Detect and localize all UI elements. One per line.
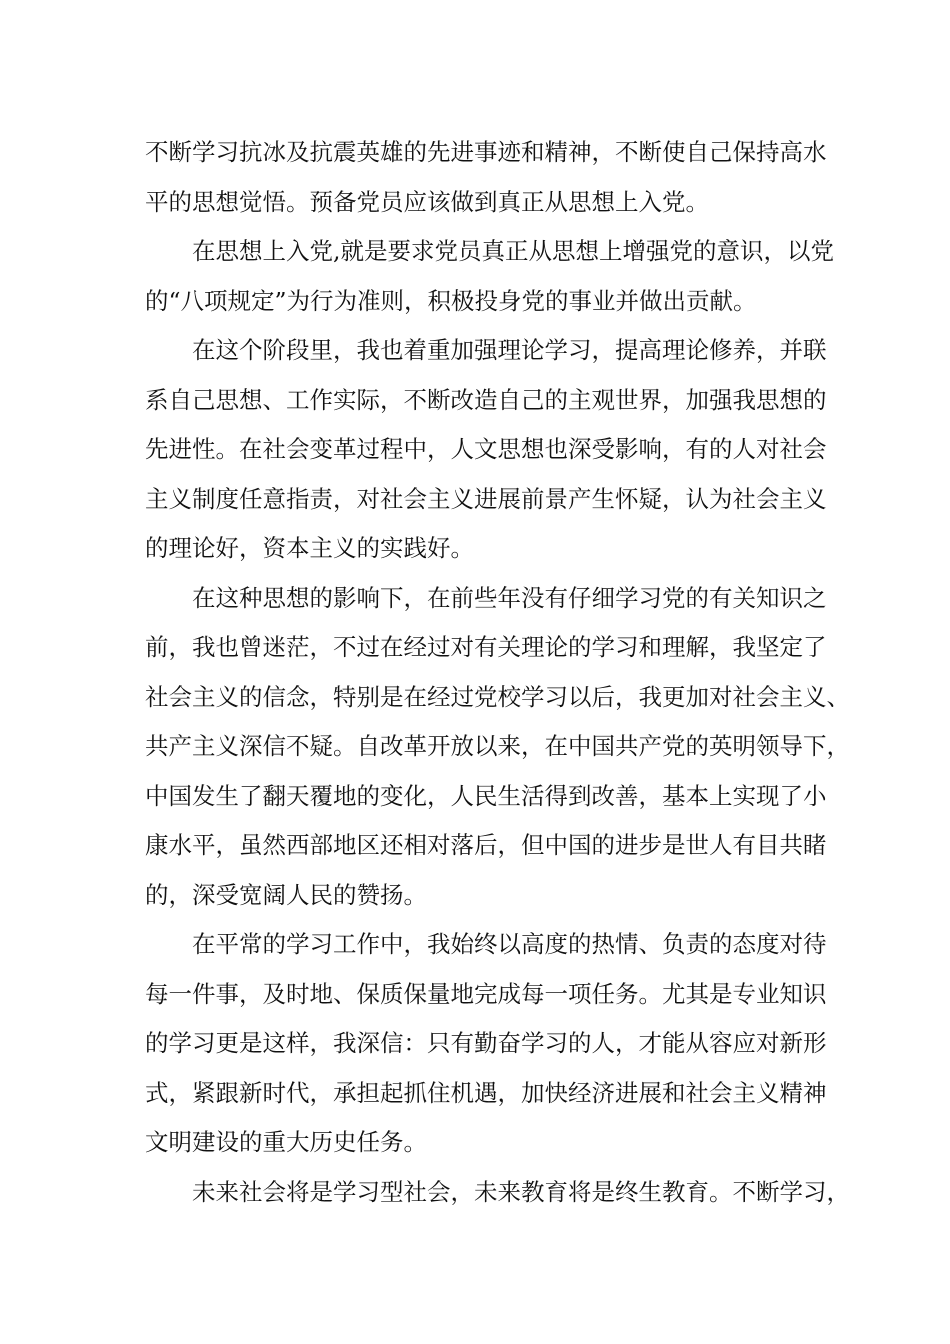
text-line: 每一件事，及时地、保质保量地完成每一项任务。尤其是专业知识	[145, 979, 827, 1008]
text-line: 文明建设的重大历史任务。	[145, 1128, 427, 1156]
text-line: 在平常的学习工作中，我始终以高度的热情、负责的态度对待	[192, 930, 827, 958]
text-line: 中国发生了翻天覆地的变化，人民生活得到改善，基本上实现了小	[145, 781, 827, 810]
text-line: 主义制度任意指责，对社会主义进展前景产生怀疑，认为社会主义	[145, 484, 827, 513]
text-line: 在思想上入党,就是要求党员真正从思想上增强党的意识，以党	[192, 237, 834, 265]
text-line: 未来社会将是学习型社会，未来教育将是终生教育。不断学习，	[192, 1177, 850, 1206]
text-line: 共产主义深信不疑。自改革开放以来，在中国共产党的英明领导下，	[145, 732, 850, 760]
text-line: 社会主义的信念，特别是在经过党校学习以后，我更加对社会主义、	[145, 682, 850, 711]
text-line: 式，紧跟新时代，承担起抓住机遇，加快经济进展和社会主义精神	[145, 1078, 827, 1107]
body-text	[145, 128, 850, 1217]
text-line: 的学习更是这样，我深信：只有勤奋学习的人，才能从容应对新形	[145, 1029, 827, 1057]
text-line: 先进性。在社会变革过程中，人文思想也深受影响，有的人对社会	[145, 435, 827, 463]
text-line: 在这个阶段里，我也着重加强理论学习，提高理论修养，并联	[192, 336, 827, 364]
text-line: 康水平，虽然西部地区还相对落后，但中国的进步是世人有目共睹	[145, 831, 827, 859]
text-line: 系自己思想、工作实际，不断改造自己的主观世界，加强我思想的	[145, 385, 827, 414]
text-line: 在这种思想的影响下，在前些年没有仔细学习党的有关知识之	[192, 583, 827, 612]
text-line: 的“八项规定”为行为准则，积极投身党的事业并做出贡献。	[145, 286, 757, 315]
text-line: 的理论好，资本主义的实践好。	[145, 534, 474, 562]
text-line: 不断学习抗冰及抗震英雄的先进事迹和精神，不断使自己保持高水	[145, 138, 827, 166]
text-line: 前，我也曾迷茫，不过在经过对有关理论的学习和理解，我坚定了	[145, 633, 827, 661]
text-line: 的，深受宽阔人民的赞扬。	[145, 880, 427, 909]
text-line: 平的思想觉悟。预备党员应该做到真正从思想上入党。	[145, 187, 709, 216]
